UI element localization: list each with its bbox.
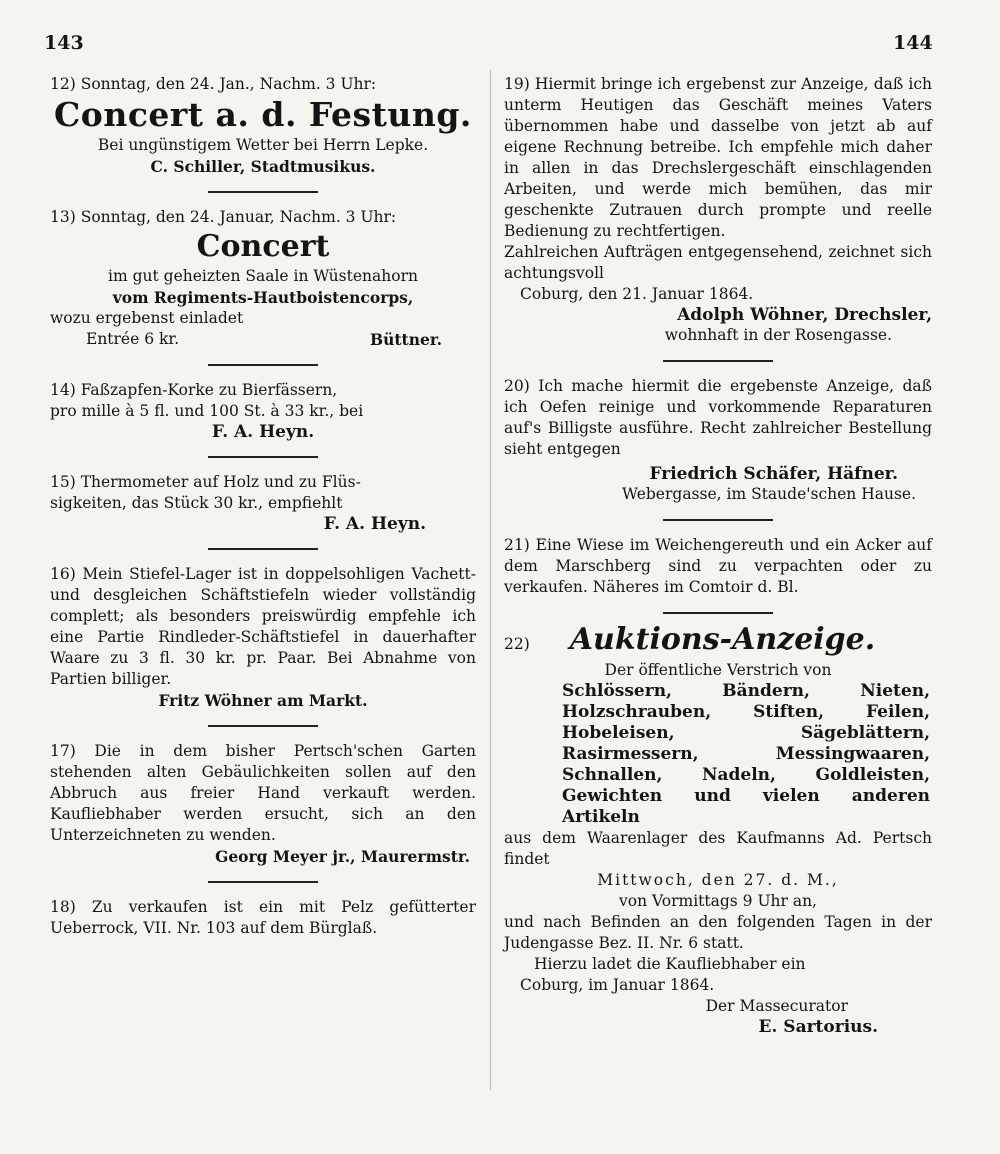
ad-18 (50, 897, 476, 939)
ad-13-line1: 13) Sonntag, den 24. Januar, Nachm. 3 Uhr: (50, 208, 397, 226)
ad-13-title: Concert (196, 229, 330, 264)
ad-20-address: Webergasse, im Staude'schen Hause. (622, 485, 916, 503)
column-divider (490, 70, 491, 1090)
ad-20 (504, 376, 932, 505)
ad-15-signature: F. A. Heyn. (323, 514, 426, 534)
ad-20-signature: Friedrich Schäfer, Häfner. (649, 464, 898, 484)
ad-19-address: wohnhaft in der Rosengasse. (664, 326, 892, 344)
ad-15-line1: 15) Thermometer auf Holz und zu Flüs- (50, 473, 361, 491)
ad-13-line3: vom Regiments-Hautboistencorps, (112, 288, 414, 307)
separator-rule (208, 548, 318, 550)
ad-21 (504, 535, 932, 598)
ad-20-text: 20) Ich mache hiermit die ergebenste Anzeige, daß ich Oefen reinige und vorkommende Reparaturen auf's Billigste ausführe. Recht zahlreicher Bestellung sieht entgegen (504, 377, 932, 458)
page-number-left: 143 (44, 32, 84, 54)
ad-22-date: Mittwoch, den 27. d. M., (597, 871, 839, 889)
ad-16 (50, 564, 476, 711)
ad-18-text: 18) Zu verkaufen ist ein mit Pelz gefütterter Ueberrock, VII. Nr. 103 auf dem Bürglaß. (50, 898, 476, 937)
ad-15 (50, 472, 476, 534)
ad-17-signature: Georg Meyer jr., Maurermstr. (215, 847, 470, 866)
ad-12 (50, 74, 476, 177)
ad-12-title: Concert a. d. Festung. (54, 95, 472, 134)
ad-19 (504, 74, 932, 346)
ad-16-signature: Fritz Wöhner am Markt. (158, 691, 368, 710)
separator-rule (208, 191, 318, 193)
ad-14-line1: 14) Faßzapfen-Korke zu Bierfässern, (50, 381, 338, 399)
ad-22-items: Schlössern, Bändern, Nieten, Holzschrauben, Stiften, Feilen, Hobeleisen, Sägeblättern, Rasirmessern, Messingwaaren, Schnallen, Nadeln, Goldleisten, Gewichten und vielen anderen Artikeln (562, 681, 930, 827)
ad-22-role: Der Massecurator (705, 997, 848, 1015)
ad-13-line4: wozu ergebenst einladet (50, 309, 244, 327)
ad-14 (50, 380, 476, 442)
ad-22-line3: und nach Befinden an den folgenden Tagen in der Judengasse Bez. II. Nr. 6 statt. (504, 913, 932, 952)
ad-13-footer (50, 329, 476, 350)
ad-22-title: Auktions-Anzeige. (569, 622, 876, 657)
separator-rule (663, 612, 773, 614)
ad-12-line2: Bei ungünstigem Wetter bei Herrn Lepke. (97, 136, 429, 154)
ad-17 (50, 741, 476, 867)
ad-19-text: 19) Hiermit bringe ich ergebenst zur Anzeige, daß ich unterm Heutigen das Geschäft meines Vaters übernommen habe und dasselbe von jetzt ab auf eigene Rechnung betreibe. Ich empfehle mich daher in allen in das Drechslergeschäft einschlagenden Arbeiten, und werde mich bemühen, das mir geschenkte Zutrauen durch prompte und reelle Bedienung zu rechtfertigen. (504, 75, 932, 240)
ad-16-text: 16) Mein Stiefel-Lager ist in doppelsohligen Vachett- und desgleichen Schäftstiefeln wieder vollständig complett; als besonders preiswürdig empfehle ich eine Partie Rindleder-Schäftstiefel in dauerhafter Waare zu 3 fl. 30 kr. pr. Paar. Bei Abnahme von Partien billiger. (50, 565, 476, 688)
ad-13-line2: im gut geheizten Saale in Wüstenahorn (108, 267, 418, 285)
ad-22-line1: Der öffentliche Verstrich von (604, 661, 832, 679)
ad-22-signature: E. Sartorius. (758, 1017, 878, 1037)
ad-19-date: Coburg, den 21. Januar 1864. (520, 285, 754, 303)
ad-22 (504, 620, 932, 1037)
ad-17-text: 17) Die in dem bisher Pertsch'schen Garten stehenden alten Gebäulichkeiten sollen auf den Abbruch aus freier Hand verkauft werden. Kaufliebhaber werden ersucht, sich an den Unterzeichneten zu wenden. (50, 742, 476, 844)
separator-rule (663, 360, 773, 362)
ad-22-number: 22) (504, 635, 530, 653)
ad-21-text: 21) Eine Wiese im Weichengereuth und ein Acker auf dem Marschberg sind zu verpachten oder zu verkaufen. Näheres im Comtoir d. Bl. (504, 536, 932, 596)
separator-rule (663, 519, 773, 521)
ad-12-signature: C. Schiller, Stadtmusikus. (150, 157, 376, 176)
right-column (504, 74, 932, 1037)
ad-19-signature: Adolph Wöhner, Drechsler, (677, 305, 932, 325)
ad-13-entree: Entrée 6 kr. (86, 330, 180, 348)
ad-13 (50, 207, 476, 350)
ad-22-header (504, 620, 932, 660)
ad-22-place-date: Coburg, im Januar 1864. (520, 976, 715, 994)
ad-22-line2: aus dem Waarenlager des Kaufmanns Ad. Pertsch findet (504, 829, 932, 868)
ad-19-text2: Zahlreichen Aufträgen entgegensehend, zeichnet sich achtungsvoll (504, 243, 932, 282)
ad-22-time: von Vormittags 9 Uhr an, (619, 892, 817, 910)
left-column (50, 74, 476, 939)
ad-12-line1: 12) Sonntag, den 24. Jan., Nachm. 3 Uhr: (50, 75, 377, 93)
separator-rule (208, 725, 318, 727)
page-number-right: 144 (893, 32, 933, 54)
ad-13-signature: Büttner. (370, 330, 442, 349)
separator-rule (208, 364, 318, 366)
ad-22-invite: Hierzu ladet die Kaufliebhaber ein (534, 955, 806, 973)
ad-15-line2: sigkeiten, das Stück 30 kr., empfiehlt (50, 494, 343, 512)
ad-14-signature: F. A. Heyn. (211, 422, 315, 442)
ad-14-line2: pro mille à 5 fl. und 100 St. à 33 kr., bei (50, 402, 364, 420)
separator-rule (208, 881, 318, 883)
separator-rule (208, 456, 318, 458)
